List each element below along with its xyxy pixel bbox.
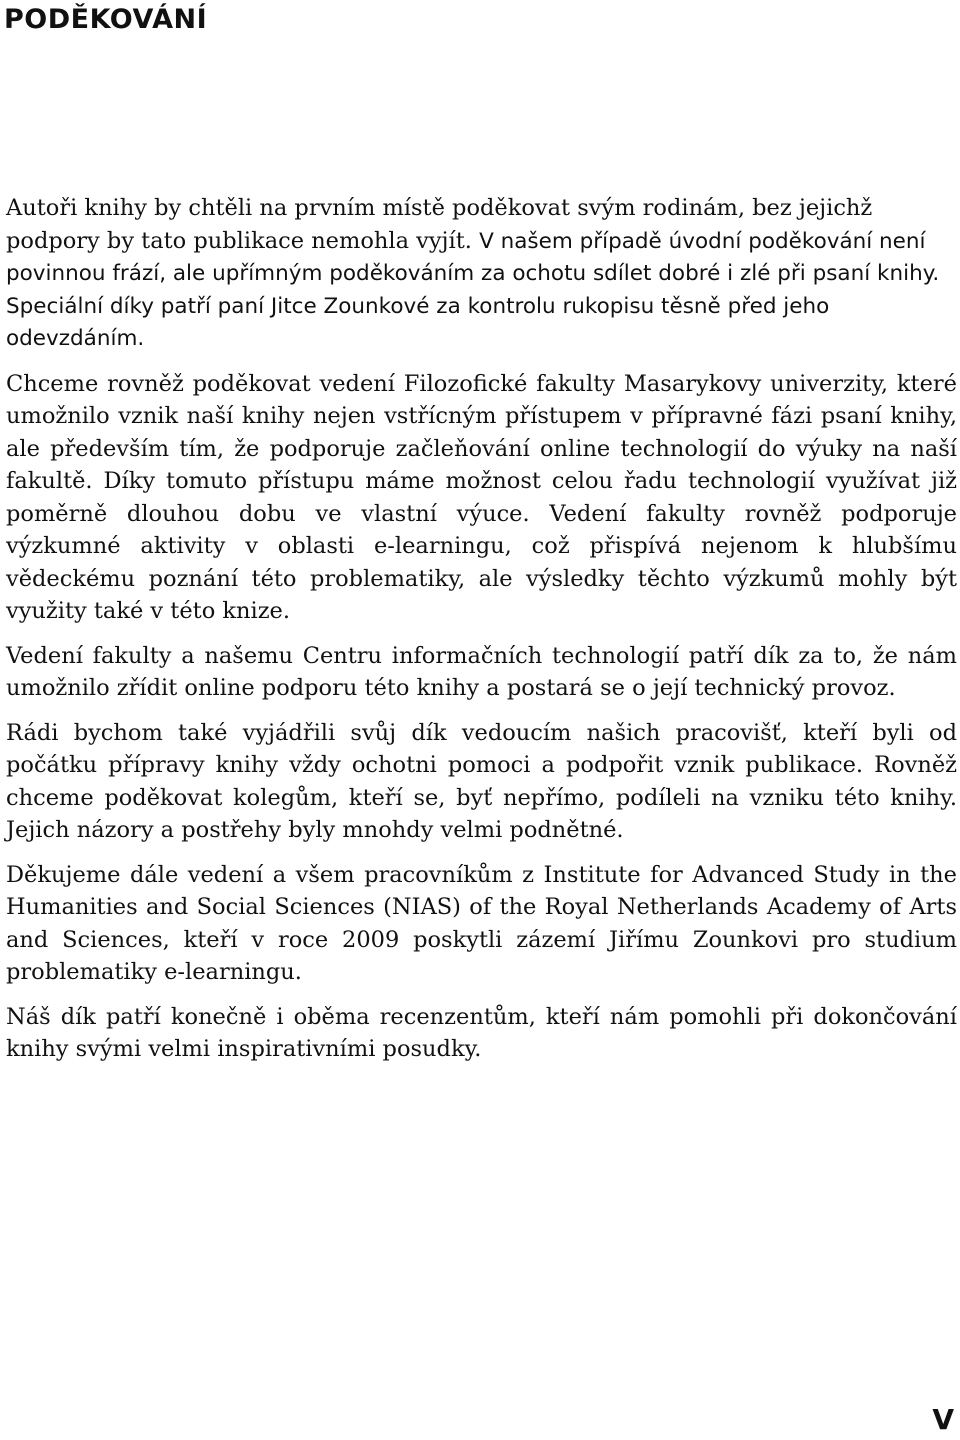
paragraph-faculty-thanks: Chceme rovněž poděkovat vedení Filozofické fakulty Masarykovy univerzity, které umožnilo vznik naší knihy nejen vstřícným přístupem v přípravné fázi psaní knihy, ale především tím, že podporuje začleňování online technologií do výuky na naší fakultě. Díky tomuto přístupu máme možnost celou řadu technologií využívat již poměrně dlouhou dobu ve vlastní výuce. Vedení fakulty rovněž podporuje výzkumné aktivity v oblasti e-learningu, což přispívá nejenom k hlubšímu vědeckému poznání této problematiky, ale výsledky těchto výzkumů mohly být využity také v této knize.	[6, 370, 957, 624]
body-text	[6, 192, 957, 1078]
paragraph-colleagues-thanks: Rádi bychom také vyjádřili svůj dík vedoucím našich pracovišť, kteří byli od počátku přípravy knihy vždy ochotni pomoci a podpořit vznik publikace. Rovněž chceme poděkovat kolegům, kteří se, byť nepřímo, podíleli na vzniku této knihy. Jejich názory a postřehy byly mnohdy velmi podnětné.	[6, 719, 957, 843]
paragraph-family-thanks: Autoři knihy by chtěli na prvním místě poděkovat svým rodinám, bez jejichž podpory by tato publikace nemohla vyjít.	[6, 195, 873, 254]
paragraph-proofreading-thanks: V našem případě úvodní poděkování není povinnou frází, ale upřímným poděkováním za ochotu sdílet dobré i zlé při psaní knihy. Speciální díky patří paní Jitce Zounkové za kontrolu rukopisu těsně před jeho odevzdáním.	[6, 228, 940, 351]
paragraph-it-centre-thanks: Vedení fakulty a našemu Centru informačních technologií patří dík za to, že nám umožnilo zřídit online podporu této knihy a postará se o její technický provoz.	[6, 642, 957, 701]
paragraph-nias-thanks: Děkujeme dále vedení a všem pracovníkům z Institute for Advanced Study in the Humanities and Social Sciences (NIAS) of the Royal Netherlands Academy of Arts and Sciences, kteří v roce 2009 poskytli zázemí Jiřímu Zounkovi pro studium problematiky e-learningu.	[6, 861, 957, 985]
paragraph-reviewers-thanks: Náš dík patří konečně i oběma recenzentům, kteří nám pomohli při dokončování knihy svými velmi inspirativními posudky.	[6, 1003, 957, 1062]
paragraph-spacer	[6, 356, 957, 368]
page-number: V	[932, 1403, 954, 1436]
page-heading: PODĚKOVÁNÍ	[4, 4, 208, 35]
